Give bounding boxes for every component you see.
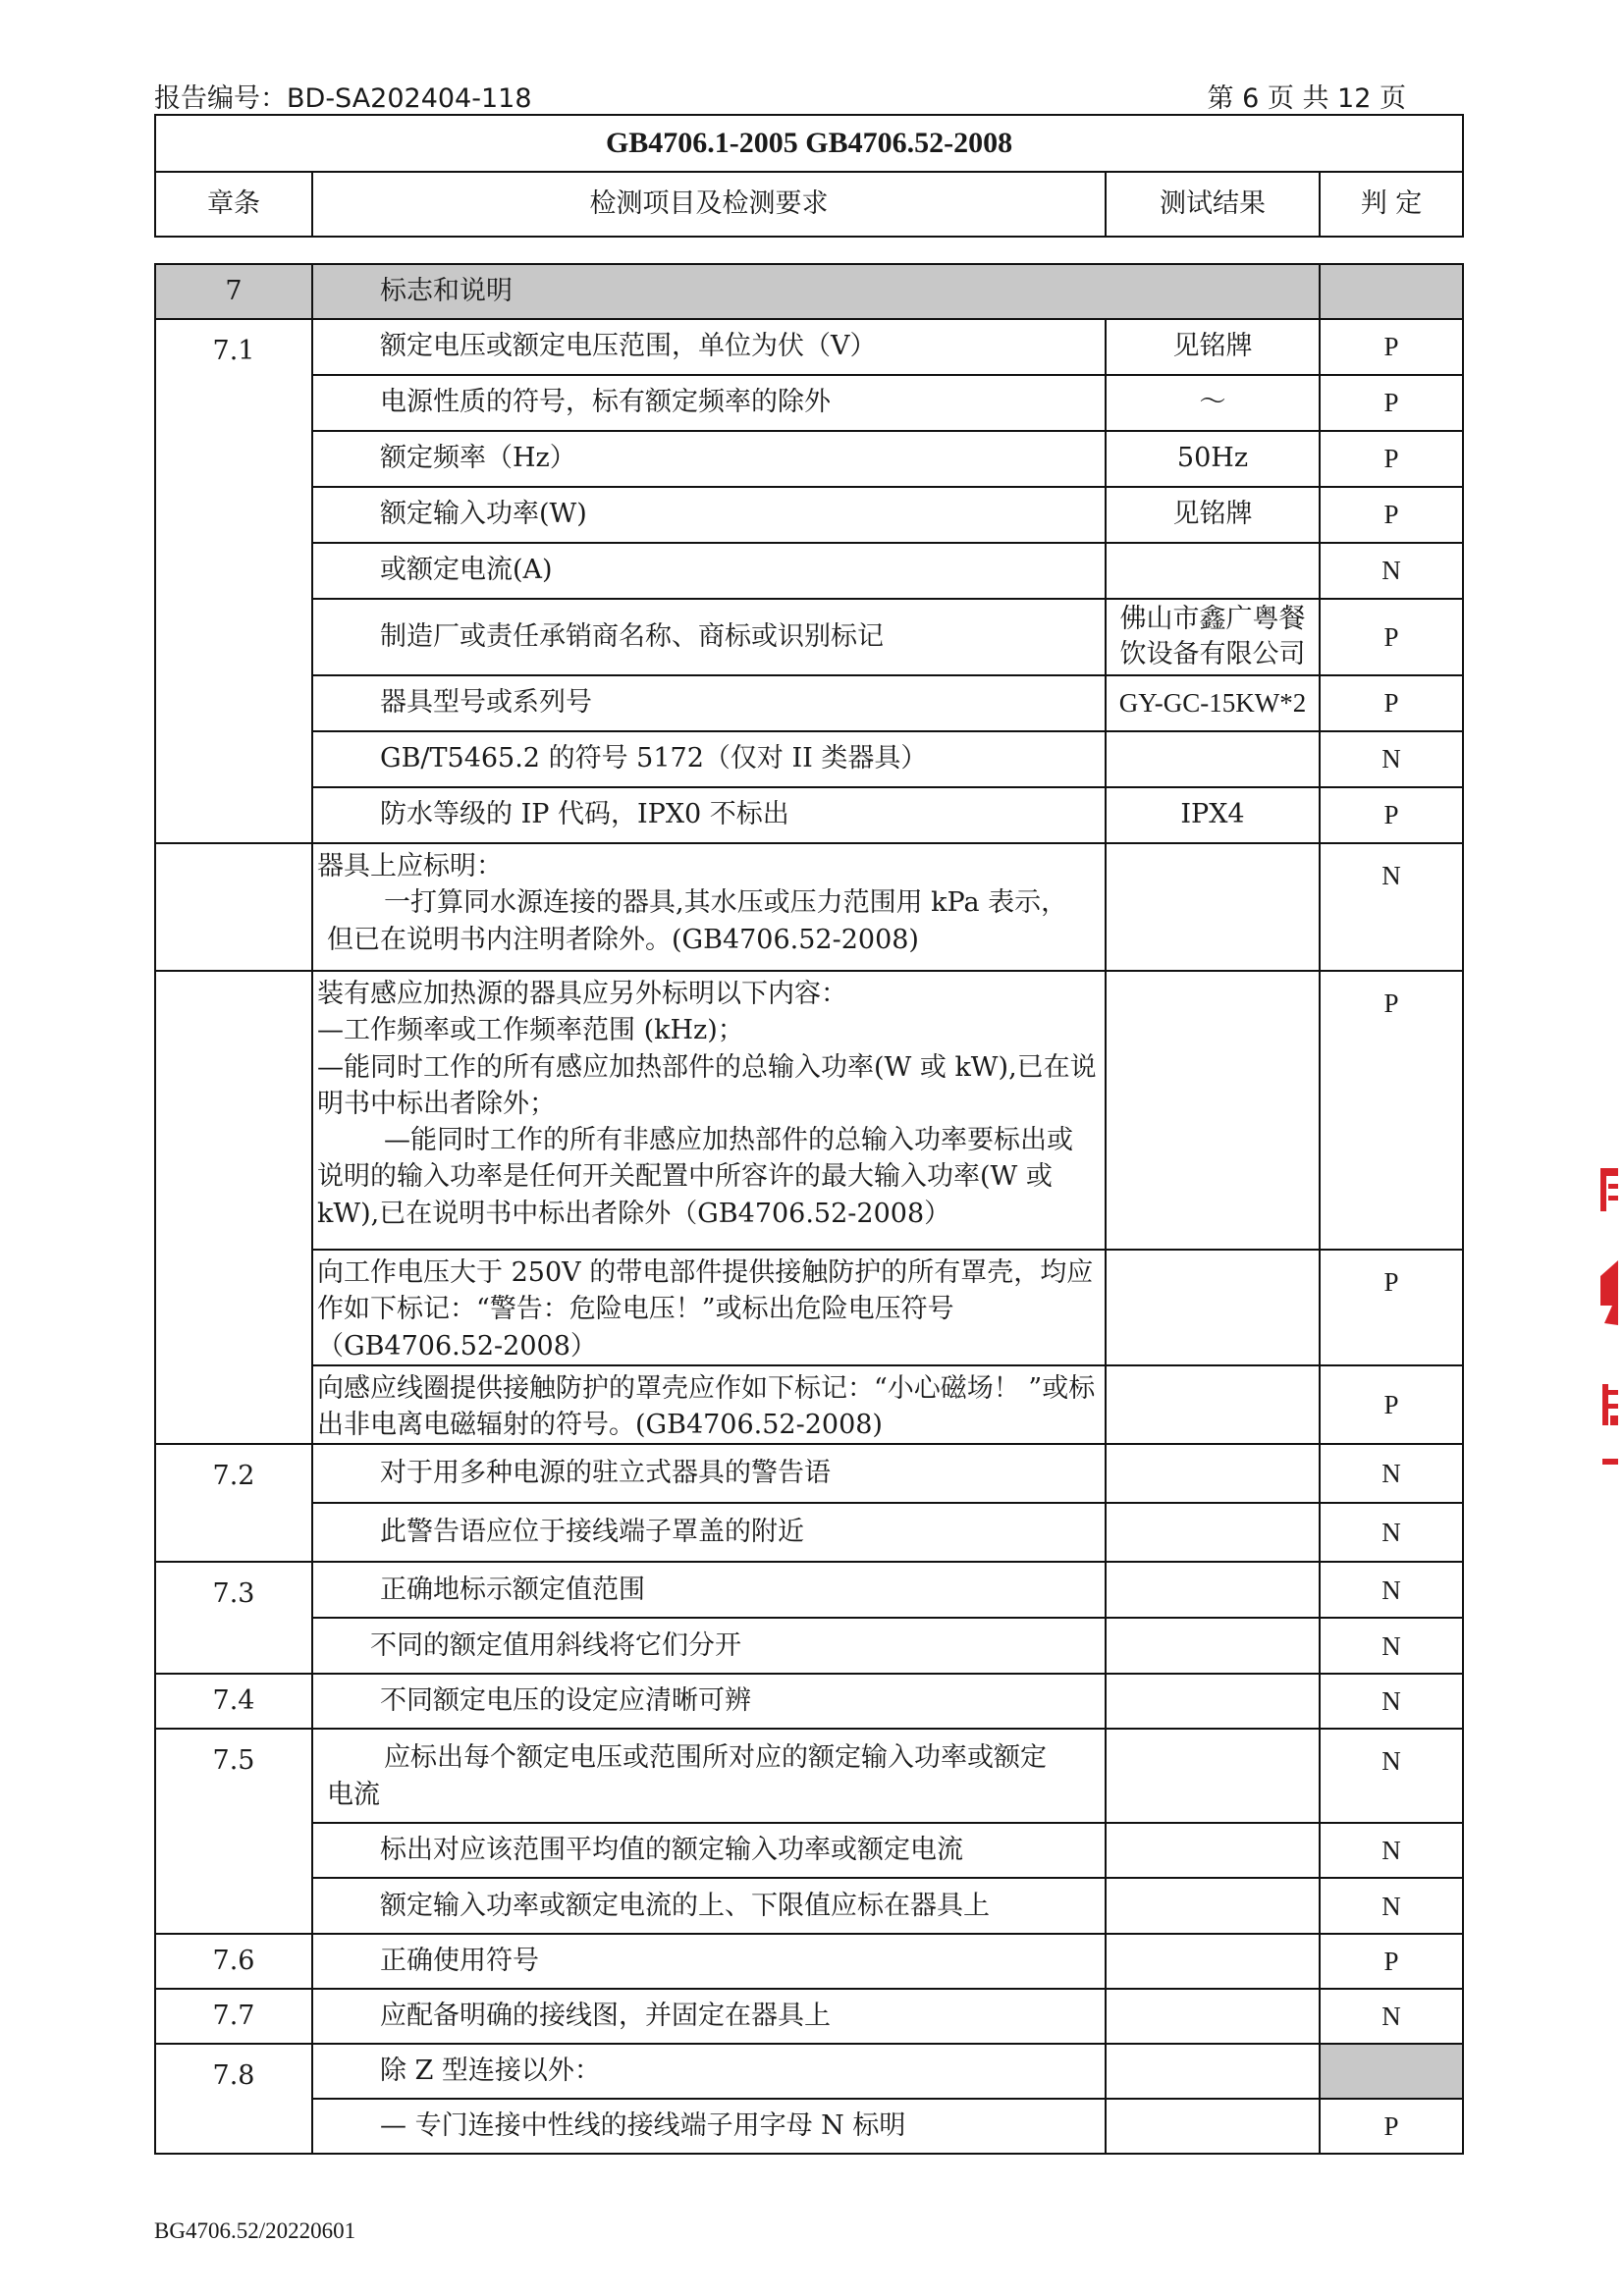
verdict: P: [1320, 599, 1463, 675]
item-text: 正确地标示额定值范围: [312, 1562, 1106, 1618]
result-empty: [1106, 1989, 1320, 2044]
manufacturer-name: [1106, 599, 1320, 675]
item-text: 不同额定电压的设定应清晰可辨: [312, 1674, 1106, 1729]
verdict: P: [1320, 319, 1463, 375]
standard-header-table: [154, 114, 1464, 238]
table-row: [155, 2044, 1463, 2099]
col-header-item: 检测项目及检测要求: [312, 172, 1106, 237]
item-text: 或额定电流(A): [312, 543, 1106, 599]
model-number: GY-GC-15KW*2: [1106, 675, 1320, 731]
table-row: [155, 1878, 1463, 1934]
result-empty: [1106, 1618, 1320, 1674]
verdict: N: [1320, 1618, 1463, 1674]
col-header-result: 测试结果: [1106, 172, 1320, 237]
item-text: 电源性质的符号，标有额定频率的除外: [312, 375, 1106, 431]
table-row: [155, 319, 1463, 375]
item-text: 制造厂或责任承销商名称、商标或识别标记: [312, 599, 1106, 675]
item-text: 应配备明确的接线图，并固定在器具上: [312, 1989, 1106, 2044]
table-row: [155, 1934, 1463, 1989]
footer-code: BG4706.52/20220601: [154, 2218, 356, 2243]
verdict: N: [1320, 1729, 1463, 1823]
verdict: P: [1320, 787, 1463, 843]
col-header-verdict: 判 定: [1320, 172, 1463, 237]
result-empty: [1106, 1878, 1320, 1934]
verdict: P: [1320, 375, 1463, 431]
standard-title: GB4706.1-2005 GB4706.52-2008: [155, 115, 1463, 172]
seal-stamp-icon: [1579, 1158, 1618, 1492]
result-empty: [1106, 843, 1320, 971]
item-text: 此警告语应位于接线端子罩盖的附近: [312, 1503, 1106, 1562]
test-results-table: [154, 263, 1464, 2155]
table-row: [155, 675, 1463, 731]
item-text: 器具型号或系列号: [312, 675, 1106, 731]
clause-7-3: 7.3: [155, 1562, 312, 1674]
table-row: [155, 1503, 1463, 1562]
clause-empty: [155, 971, 312, 1444]
result-text: 见铭牌: [1106, 319, 1320, 375]
result-empty: [1106, 2099, 1320, 2154]
verdict: N: [1320, 1562, 1463, 1618]
item-text: 防水等级的 IP 代码，IPX0 不标出: [312, 787, 1106, 843]
result-text: [1106, 731, 1320, 787]
result-empty: [1106, 1562, 1320, 1618]
col-header-clause: 章条: [155, 172, 312, 237]
verdict: N: [1320, 543, 1463, 599]
clause-empty: [155, 843, 312, 971]
clause-7-7: 7.7: [155, 1989, 312, 2044]
verdict: N: [1320, 1503, 1463, 1562]
verdict: P: [1320, 1365, 1463, 1445]
page-number: 第 6 页 共 12 页: [1207, 83, 1406, 114]
section-clause: 7: [155, 264, 312, 319]
table-row: [155, 1562, 1463, 1618]
item-text-multiline: [312, 971, 1106, 1250]
verdict: P: [1320, 431, 1463, 487]
result-text: ～: [1106, 375, 1320, 431]
verdict: P: [1320, 487, 1463, 543]
clause-7-8: 7.8: [155, 2044, 312, 2154]
verdict-gray-empty: [1320, 2044, 1463, 2099]
item-line: 电流: [327, 1779, 380, 1810]
item-text: 对于用多种电源的驻立式器具的警告语: [312, 1444, 1106, 1503]
result-empty: [1106, 1674, 1320, 1729]
item-line: 应标出每个额定电压或范围所对应的额定输入功率或额定: [384, 1742, 1047, 1774]
table-row: [155, 1444, 1463, 1503]
result-line: 佛山市鑫广粤餐: [1119, 603, 1306, 634]
table-row: [155, 487, 1463, 543]
verdict: P: [1320, 675, 1463, 731]
result-empty: [1106, 1823, 1320, 1878]
table-row: [155, 1250, 1463, 1365]
item-text: GB/T5465.2 的符号 5172（仅对 II 类器具）: [312, 731, 1106, 787]
clause-7-6: 7.6: [155, 1934, 312, 1989]
result-empty: [1106, 971, 1320, 1250]
section-title: 标志和说明: [312, 264, 1320, 319]
item-text: 不同的额定值用斜线将它们分开: [312, 1618, 1106, 1674]
table-row: [155, 1674, 1463, 1729]
table-row: [155, 599, 1463, 675]
item-text: 额定电压或额定电压范围，单位为伏（V）: [312, 319, 1106, 375]
table-row: [155, 1823, 1463, 1878]
verdict: N: [1320, 1674, 1463, 1729]
result-text: [1106, 543, 1320, 599]
verdict: P: [1320, 1250, 1463, 1365]
table-row: [155, 731, 1463, 787]
clause-7-2: 7.2: [155, 1444, 312, 1562]
item-text-multiline: [312, 1729, 1106, 1823]
clause-7-4: 7.4: [155, 1674, 312, 1729]
item-line: —工作频率或工作频率范围 (kHz)；: [317, 1015, 744, 1046]
item-text-multiline: 向工作电压大于 250V 的带电部件提供接触防护的所有罩壳，均应作如下标记：“警告：危险电压！”或标出危险电压符号（GB4706.52-2008）: [312, 1250, 1106, 1365]
item-line: 装有感应加热源的器具应另外标明以下内容：: [317, 979, 847, 1009]
table-row: [155, 843, 1463, 971]
item-line: 器具上应标明：: [317, 851, 503, 881]
table-row: [155, 543, 1463, 599]
result-empty: [1106, 2044, 1320, 2099]
item-text-multiline: 向感应线圈提供接触防护的罩壳应作如下标记：“小心磁场！ ”或标出非电离电磁辐射的符号。(GB4706.52-2008): [312, 1365, 1106, 1445]
verdict: P: [1320, 971, 1463, 1250]
item-text: 除 Z 型连接以外：: [312, 2044, 1106, 2099]
table-row: [155, 375, 1463, 431]
result-line: 饮设备有限公司: [1119, 639, 1306, 669]
result-empty: [1106, 1444, 1320, 1503]
result-empty: [1106, 1503, 1320, 1562]
table-row: [155, 1989, 1463, 2044]
table-row: [155, 2099, 1463, 2154]
verdict: N: [1320, 843, 1463, 971]
verdict: N: [1320, 1989, 1463, 2044]
item-text: 额定输入功率(W): [312, 487, 1106, 543]
item-text: 正确使用符号: [312, 1934, 1106, 1989]
item-text: 额定频率（Hz）: [312, 431, 1106, 487]
table-row: [155, 1365, 1463, 1445]
result-text: 50Hz: [1106, 431, 1320, 487]
verdict: N: [1320, 731, 1463, 787]
table-row: [155, 431, 1463, 487]
item-line: —能同时工作的所有感应加热部件的总输入功率(W 或 kW),已在说明书中标出者除外；: [317, 1051, 1097, 1119]
table-row: [155, 787, 1463, 843]
item-text: 额定输入功率或额定电流的上、下限值应标在器具上: [312, 1878, 1106, 1934]
verdict: N: [1320, 1823, 1463, 1878]
result-text: IPX4: [1106, 787, 1320, 843]
item-text: 标出对应该范围平均值的额定输入功率或额定电流: [312, 1823, 1106, 1878]
verdict: P: [1320, 2099, 1463, 2154]
table-row: [155, 1618, 1463, 1674]
verdict: P: [1320, 1934, 1463, 1989]
item-line: 一打算同水源连接的器具,其水压或压力范围用 kPa 表示，: [384, 887, 1068, 919]
item-text: — 专门连接中性线的接线端子用字母 N 标明: [312, 2099, 1106, 2154]
table-row: [155, 1729, 1463, 1823]
section-verdict-empty: [1320, 264, 1463, 319]
clause-7-5: 7.5: [155, 1729, 312, 1934]
table-row: [155, 971, 1463, 1250]
result-empty: [1106, 1934, 1320, 1989]
result-empty: [1106, 1729, 1320, 1823]
item-line: 但已在说明书内注明者除外。(GB4706.52-2008): [327, 924, 919, 955]
result-text: 见铭牌: [1106, 487, 1320, 543]
report-number: 报告编号：BD-SA202404-118: [154, 83, 532, 114]
clause-7-1: 7.1: [155, 319, 312, 843]
result-empty: [1106, 1250, 1320, 1365]
item-text-multiline: [312, 843, 1106, 971]
verdict: N: [1320, 1878, 1463, 1934]
result-empty: [1106, 1365, 1320, 1445]
verdict: N: [1320, 1444, 1463, 1503]
section-row: [155, 264, 1463, 319]
item-line: —能同时工作的所有非感应加热部件的总输入功率要标出或说明的输入功率是任何开关配置中所容许的最大输入功率(W 或 kW),已在说明书中标出者除外（GB4706.52-2008）: [317, 1125, 1073, 1229]
